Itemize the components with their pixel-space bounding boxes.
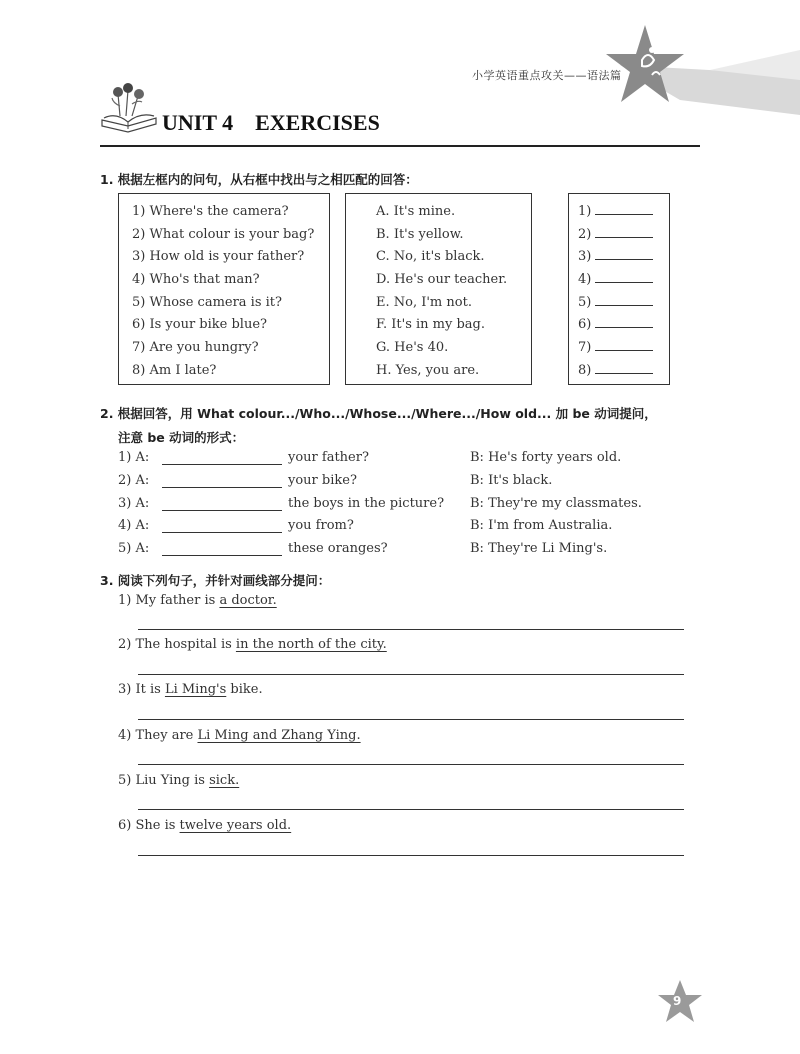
q3-pre: 4) They are	[118, 728, 198, 743]
q2-row	[118, 450, 678, 473]
q3-sentence	[118, 818, 291, 833]
q1-slot-num: 8)	[578, 362, 592, 378]
q2-heading-note: 注意 be 动词的形式：	[118, 430, 245, 445]
q1-question: 2) What colour is your bag?	[132, 226, 315, 242]
q2-rest: your bike?	[288, 472, 357, 488]
q2-row	[118, 541, 678, 564]
q2-row	[118, 496, 678, 519]
q2-num: 2) A:	[118, 472, 150, 488]
q2-num: 1) A:	[118, 450, 150, 465]
answer-blank[interactable]	[595, 305, 653, 306]
answer-blank[interactable]	[595, 282, 653, 283]
q1-answer: H. Yes, you are.	[376, 362, 480, 378]
q2-num: 4) A:	[118, 518, 150, 534]
q2-rest: the boys in the picture?	[288, 495, 445, 511]
answer-line[interactable]	[138, 674, 684, 675]
answer-line[interactable]	[138, 629, 684, 630]
q3-pre: 5) Liu Ying is	[118, 773, 210, 788]
answer-line[interactable]	[138, 719, 684, 720]
q1-answer: C. No, it's black.	[376, 249, 485, 265]
answer-line[interactable]	[138, 809, 684, 810]
q1-slot[interactable]	[578, 363, 653, 386]
q2-num: 5) A:	[118, 541, 150, 557]
q3-sentence	[118, 682, 263, 697]
q1-slot-num: 7)	[578, 340, 592, 356]
page-number: 9	[673, 994, 682, 1008]
q3-underlined: in the north of the city.	[235, 637, 387, 652]
answer-blank[interactable]	[595, 350, 653, 351]
q3-underlined: Li Ming's	[164, 682, 227, 697]
q1-slot[interactable]	[578, 340, 653, 363]
answer-line[interactable]	[138, 855, 684, 856]
answer-blank[interactable]	[595, 373, 653, 374]
q2-heading: 2. 根据回答，用 What colour.../Who.../Whose.../Where.../How old... 加 be 动词提问，	[100, 406, 657, 421]
q2-answer: B: He's forty years old.	[470, 450, 622, 465]
q2-answer: B: They're Li Ming's.	[470, 541, 608, 557]
q3-pre: 3) It is	[118, 682, 165, 697]
q1-slot-num: 1)	[578, 204, 592, 219]
q3-pre: 6) She is	[118, 818, 180, 833]
answer-blank[interactable]	[162, 522, 282, 533]
q2-num: 3) A:	[118, 495, 150, 511]
q1-question: 4) Who's that man?	[132, 272, 260, 288]
q3-underlined: a doctor.	[219, 593, 277, 608]
q1-question: 5) Whose camera is it?	[132, 294, 282, 310]
q2-rest: your father?	[288, 450, 369, 465]
q3-pre: 1) My father is	[118, 593, 220, 608]
q1-answer: E. No, I'm not.	[376, 294, 472, 310]
q1-slots-list	[578, 204, 653, 386]
q1-slot[interactable]	[578, 227, 653, 250]
q3-post: bike.	[226, 682, 263, 697]
q2-row	[118, 473, 678, 496]
q1-question: 8) Am I late?	[132, 362, 217, 378]
q2-answer: B: They're my classmates.	[470, 495, 642, 511]
q2-answer: B: It's black.	[470, 472, 553, 488]
q3-sentence	[118, 593, 277, 608]
answer-blank[interactable]	[162, 454, 282, 465]
q3-underlined: twelve years old.	[179, 818, 292, 833]
answer-blank[interactable]	[162, 477, 282, 488]
q2-rest: these oranges?	[288, 541, 388, 557]
q2-answer: B: I'm from Australia.	[470, 518, 613, 534]
q1-question: 6) Is your bike blue?	[132, 317, 268, 333]
page-title: UNIT 4 EXERCISES	[162, 110, 380, 135]
q1-answer: D. He's our teacher.	[376, 272, 508, 288]
q1-question: 1) Where's the camera?	[132, 204, 289, 219]
q3-heading: 3. 阅读下列句子，并针对画线部分提问：	[100, 573, 331, 588]
q1-questions-list	[132, 204, 314, 386]
answer-blank[interactable]	[595, 259, 653, 260]
answer-blank[interactable]	[162, 500, 282, 511]
series-title: 小学英语重点攻关——语法篇	[472, 69, 622, 82]
q1-answer: F. It's in my bag.	[376, 317, 485, 333]
q2-rows	[118, 450, 678, 564]
q3-sentence	[118, 773, 239, 788]
q2-rest: you from?	[288, 518, 354, 534]
answer-blank[interactable]	[595, 327, 653, 328]
q1-slot-num: 5)	[578, 294, 592, 310]
answer-line[interactable]	[138, 764, 684, 765]
q1-slot[interactable]	[578, 317, 653, 340]
q1-answer: G. He's 40.	[376, 340, 449, 356]
q1-question: 7) Are you hungry?	[132, 340, 259, 356]
q3-underlined: Li Ming and Zhang Ying.	[197, 728, 361, 743]
book-flower-icon	[98, 82, 160, 134]
q1-slot-num: 6)	[578, 317, 592, 333]
answer-blank[interactable]	[595, 237, 653, 238]
q1-slot[interactable]	[578, 204, 653, 227]
q1-slot-num: 4)	[578, 272, 592, 288]
title-rule	[100, 145, 700, 147]
q1-answer: A. It's mine.	[376, 204, 456, 219]
answer-blank[interactable]	[595, 214, 653, 215]
q1-question: 3) How old is your father?	[132, 249, 305, 265]
q3-sentence	[118, 637, 387, 652]
q1-answer: B. It's yellow.	[376, 226, 464, 242]
q1-answers-list	[376, 204, 507, 386]
q1-slot[interactable]	[578, 249, 653, 272]
q1-slot-num: 2)	[578, 226, 592, 242]
q3-underlined: sick.	[209, 773, 240, 788]
q1-slot-num: 3)	[578, 249, 592, 265]
q3-sentence	[118, 728, 361, 743]
q1-slot[interactable]	[578, 295, 653, 318]
answer-blank[interactable]	[162, 545, 282, 556]
q1-slot[interactable]	[578, 272, 653, 295]
q1-heading: 1. 根据左框内的问句，从右框中找出与之相匹配的回答：	[100, 172, 418, 187]
q2-row	[118, 518, 678, 541]
q3-pre: 2) The hospital is	[118, 637, 236, 652]
